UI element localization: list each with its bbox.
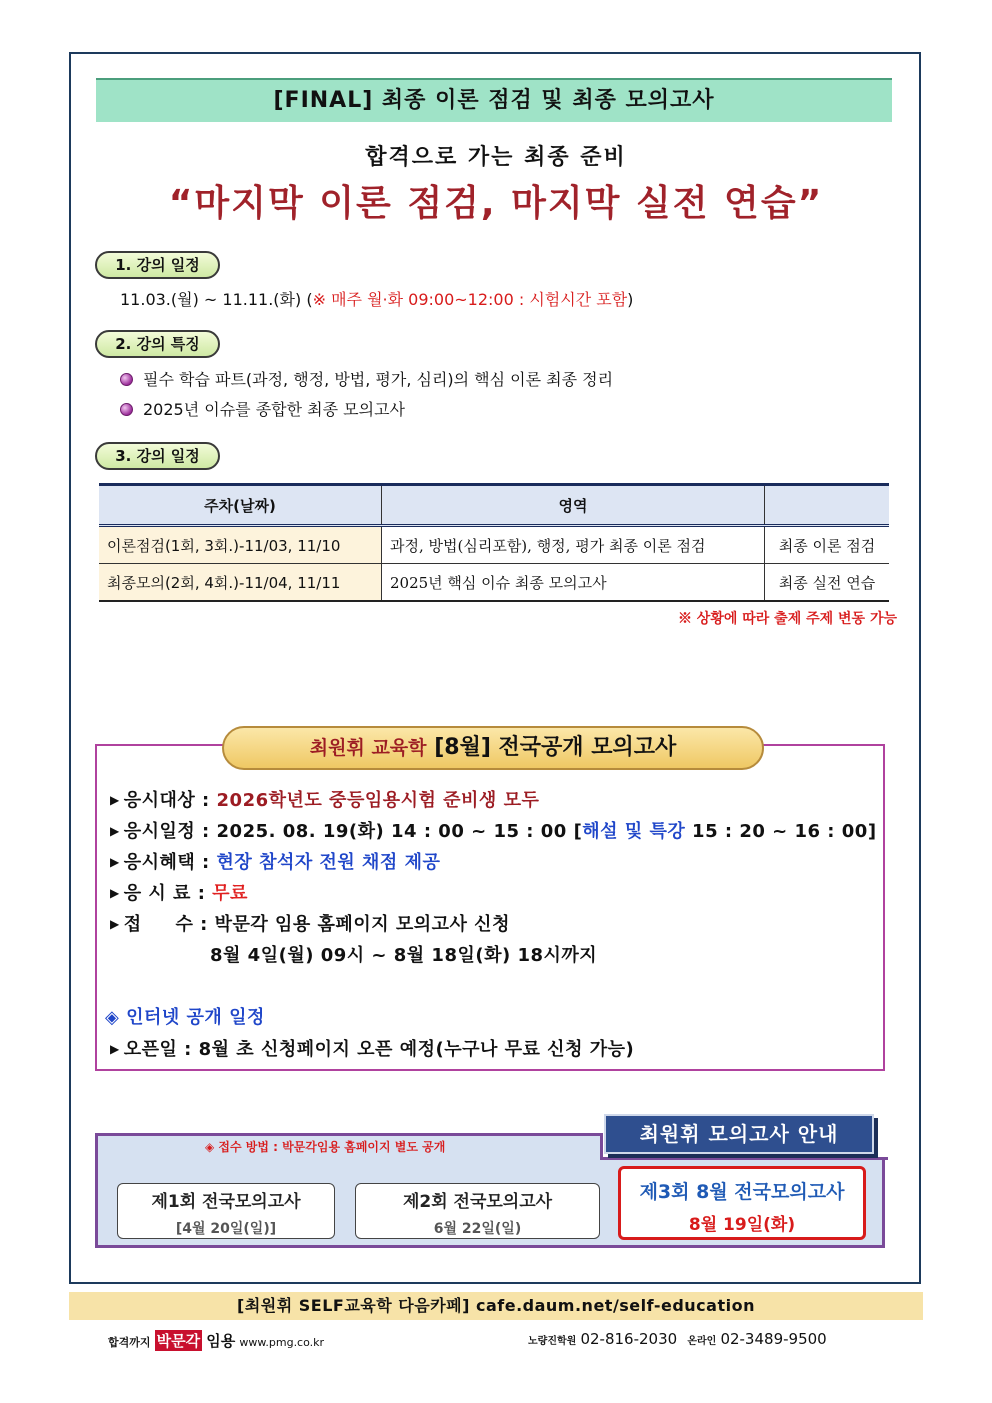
table-cell: 이론점검(1회, 3회.)-11/03, 11/10 [99, 526, 382, 564]
online-phone: 02-3489-9500 [720, 1330, 827, 1348]
mock-schedule [110, 817, 877, 843]
mock-exam-title [222, 726, 764, 770]
mock-fee [110, 879, 248, 905]
page-frame [69, 52, 921, 1284]
lecture-dates-close: ) [627, 290, 634, 309]
bullet-icon [120, 373, 133, 386]
headline: “마지막 이론 점검, 마지막 실전 연습” [168, 183, 824, 224]
logo-mark: 박문각 [156, 1332, 201, 1350]
page-banner: [FINAL] 최종 이론 점검 및 최종 모의고사 [96, 78, 892, 122]
mock-title-prefix: 최원휘 교육학 [309, 737, 427, 759]
mock-card-title: 제3회 8월 전국모의고사 [639, 1181, 845, 1203]
mock-card-date: 6월 22일(일) [433, 1221, 522, 1237]
table-cell: 최종 실전 연습 [765, 564, 890, 602]
footer-slogan: 합격까지 [108, 1336, 151, 1349]
lecture-dates [120, 287, 633, 310]
mock-target [110, 786, 539, 812]
column-header: 주차(날짜) [99, 485, 382, 526]
logo-word: 임용 [206, 1332, 236, 1350]
mock-card-title: 제2회 전국모의고사 [402, 1192, 553, 1212]
table-header-row [99, 485, 889, 526]
feature-text: 2025년 이슈를 종합한 최종 모의고사 [143, 400, 405, 419]
schedule-table [99, 483, 889, 602]
table-row [99, 526, 889, 564]
mock-fee-value: 무료 [212, 883, 248, 904]
feature-item [120, 367, 613, 390]
online-label: 온라인 [687, 1336, 717, 1347]
bullet-icon [120, 403, 133, 416]
mock-benefit-value: 현장 참석자 전원 채점 제공 [216, 852, 441, 873]
feature-text: 필수 학습 파트(과정, 행정, 방법, 평가, 심리)의 핵심 이론 최종 정리 [143, 370, 614, 389]
mock-card-1 [117, 1183, 335, 1239]
footer-site[interactable]: www.pmg.co.kr [239, 1336, 325, 1349]
mock-open-label: 오픈일 : 8월 초 신청페이지 오픈 예정(누구나 무료 신청 가능) [123, 1039, 635, 1060]
lecture-dates-text: 11.03.(월) ~ 11.11.(화) ( [120, 290, 313, 309]
mock-card-2 [355, 1183, 600, 1239]
triangle-icon: ▶ [110, 917, 120, 931]
apply-method-note: ◈ 접수 방법 : 박문각임용 홈페이지 별도 공개 [205, 1140, 446, 1154]
column-header: 영역 [382, 485, 765, 526]
section-1-label: 1. 강의 일정 [95, 251, 220, 279]
tab-border [600, 1133, 603, 1159]
table-cell: 최종모의(2회, 4회.)-11/04, 11/11 [99, 564, 382, 602]
triangle-icon: ▶ [110, 824, 120, 838]
section-2-label: 2. 강의 특징 [95, 330, 220, 358]
guide-tab: 최원휘 모의고사 안내 [604, 1114, 874, 1154]
table-cell: 최종 이론 점검 [765, 526, 890, 564]
mock-schedule-tail: 15 : 20 ~ 16 : 00] [685, 821, 877, 842]
footer-logo [108, 1330, 324, 1351]
mock-apply [110, 910, 510, 936]
subtitle: 합격으로 가는 최종 준비 [365, 145, 627, 170]
mock-card-date: 8월 19일(화) [688, 1215, 796, 1235]
mock-open-date [110, 1035, 634, 1061]
column-header [765, 485, 890, 526]
mock-schedule-extra: 해설 및 특강 [582, 821, 686, 842]
mock-apply-label: 접 수 : 박문각 임용 홈페이지 모의고사 신청 [123, 914, 510, 935]
mock-apply-period: 8월 4일(월) 09시 ~ 8월 18일(화) 18시까지 [210, 945, 598, 966]
table-row [99, 564, 889, 602]
triangle-icon: ▶ [110, 886, 120, 900]
branch-phone: 02-816-2030 [580, 1330, 678, 1348]
cafe-link[interactable]: [최원휘 SELF교육학 다음카페] cafe.daum.net/self-education [69, 1292, 923, 1320]
mock-schedule-label: 응시일정 : 2025. 08. 19(화) 14 : 00 ~ 15 : 00 [ [123, 821, 583, 842]
mock-card-date: [4월 20일(일)] [175, 1221, 277, 1237]
triangle-icon: ▶ [110, 855, 120, 869]
tab-border [600, 1157, 888, 1160]
feature-item [120, 397, 405, 420]
section-3-label: 3. 강의 일정 [95, 442, 220, 470]
triangle-icon: ▶ [110, 793, 120, 807]
table-cell: 과정, 방법(심리포함), 행정, 평가 최종 이론 점검 [382, 526, 765, 564]
mock-card-title: 제1회 전국모의고사 [151, 1192, 301, 1212]
mock-benefit [110, 848, 440, 874]
mock-benefit-label: 응시혜택 : [123, 852, 217, 873]
schedule-note: ※ 상황에 따라 출제 주제 변동 가능 [677, 611, 897, 627]
mock-target-label: 응시대상 : [123, 790, 217, 811]
mock-fee-label: 응 시 료 : [123, 883, 213, 904]
mock-target-value: 2026학년도 중등임용시험 준비생 모두 [216, 790, 540, 811]
mock-title-main: [8월] 전국공개 모의고사 [434, 735, 677, 760]
table-cell: 2025년 핵심 이슈 최종 모의고사 [382, 564, 765, 602]
internet-schedule-title: ◈ 인터넷 공개 일정 [105, 1007, 265, 1028]
lecture-time-note: ※ 매주 월·화 09:00~12:00 : 시험시간 포함 [312, 290, 628, 309]
mock-card-3 [618, 1166, 866, 1240]
triangle-icon: ▶ [110, 1042, 120, 1056]
footer-contacts [528, 1330, 827, 1348]
branch-label: 노량진학원 [528, 1336, 577, 1347]
